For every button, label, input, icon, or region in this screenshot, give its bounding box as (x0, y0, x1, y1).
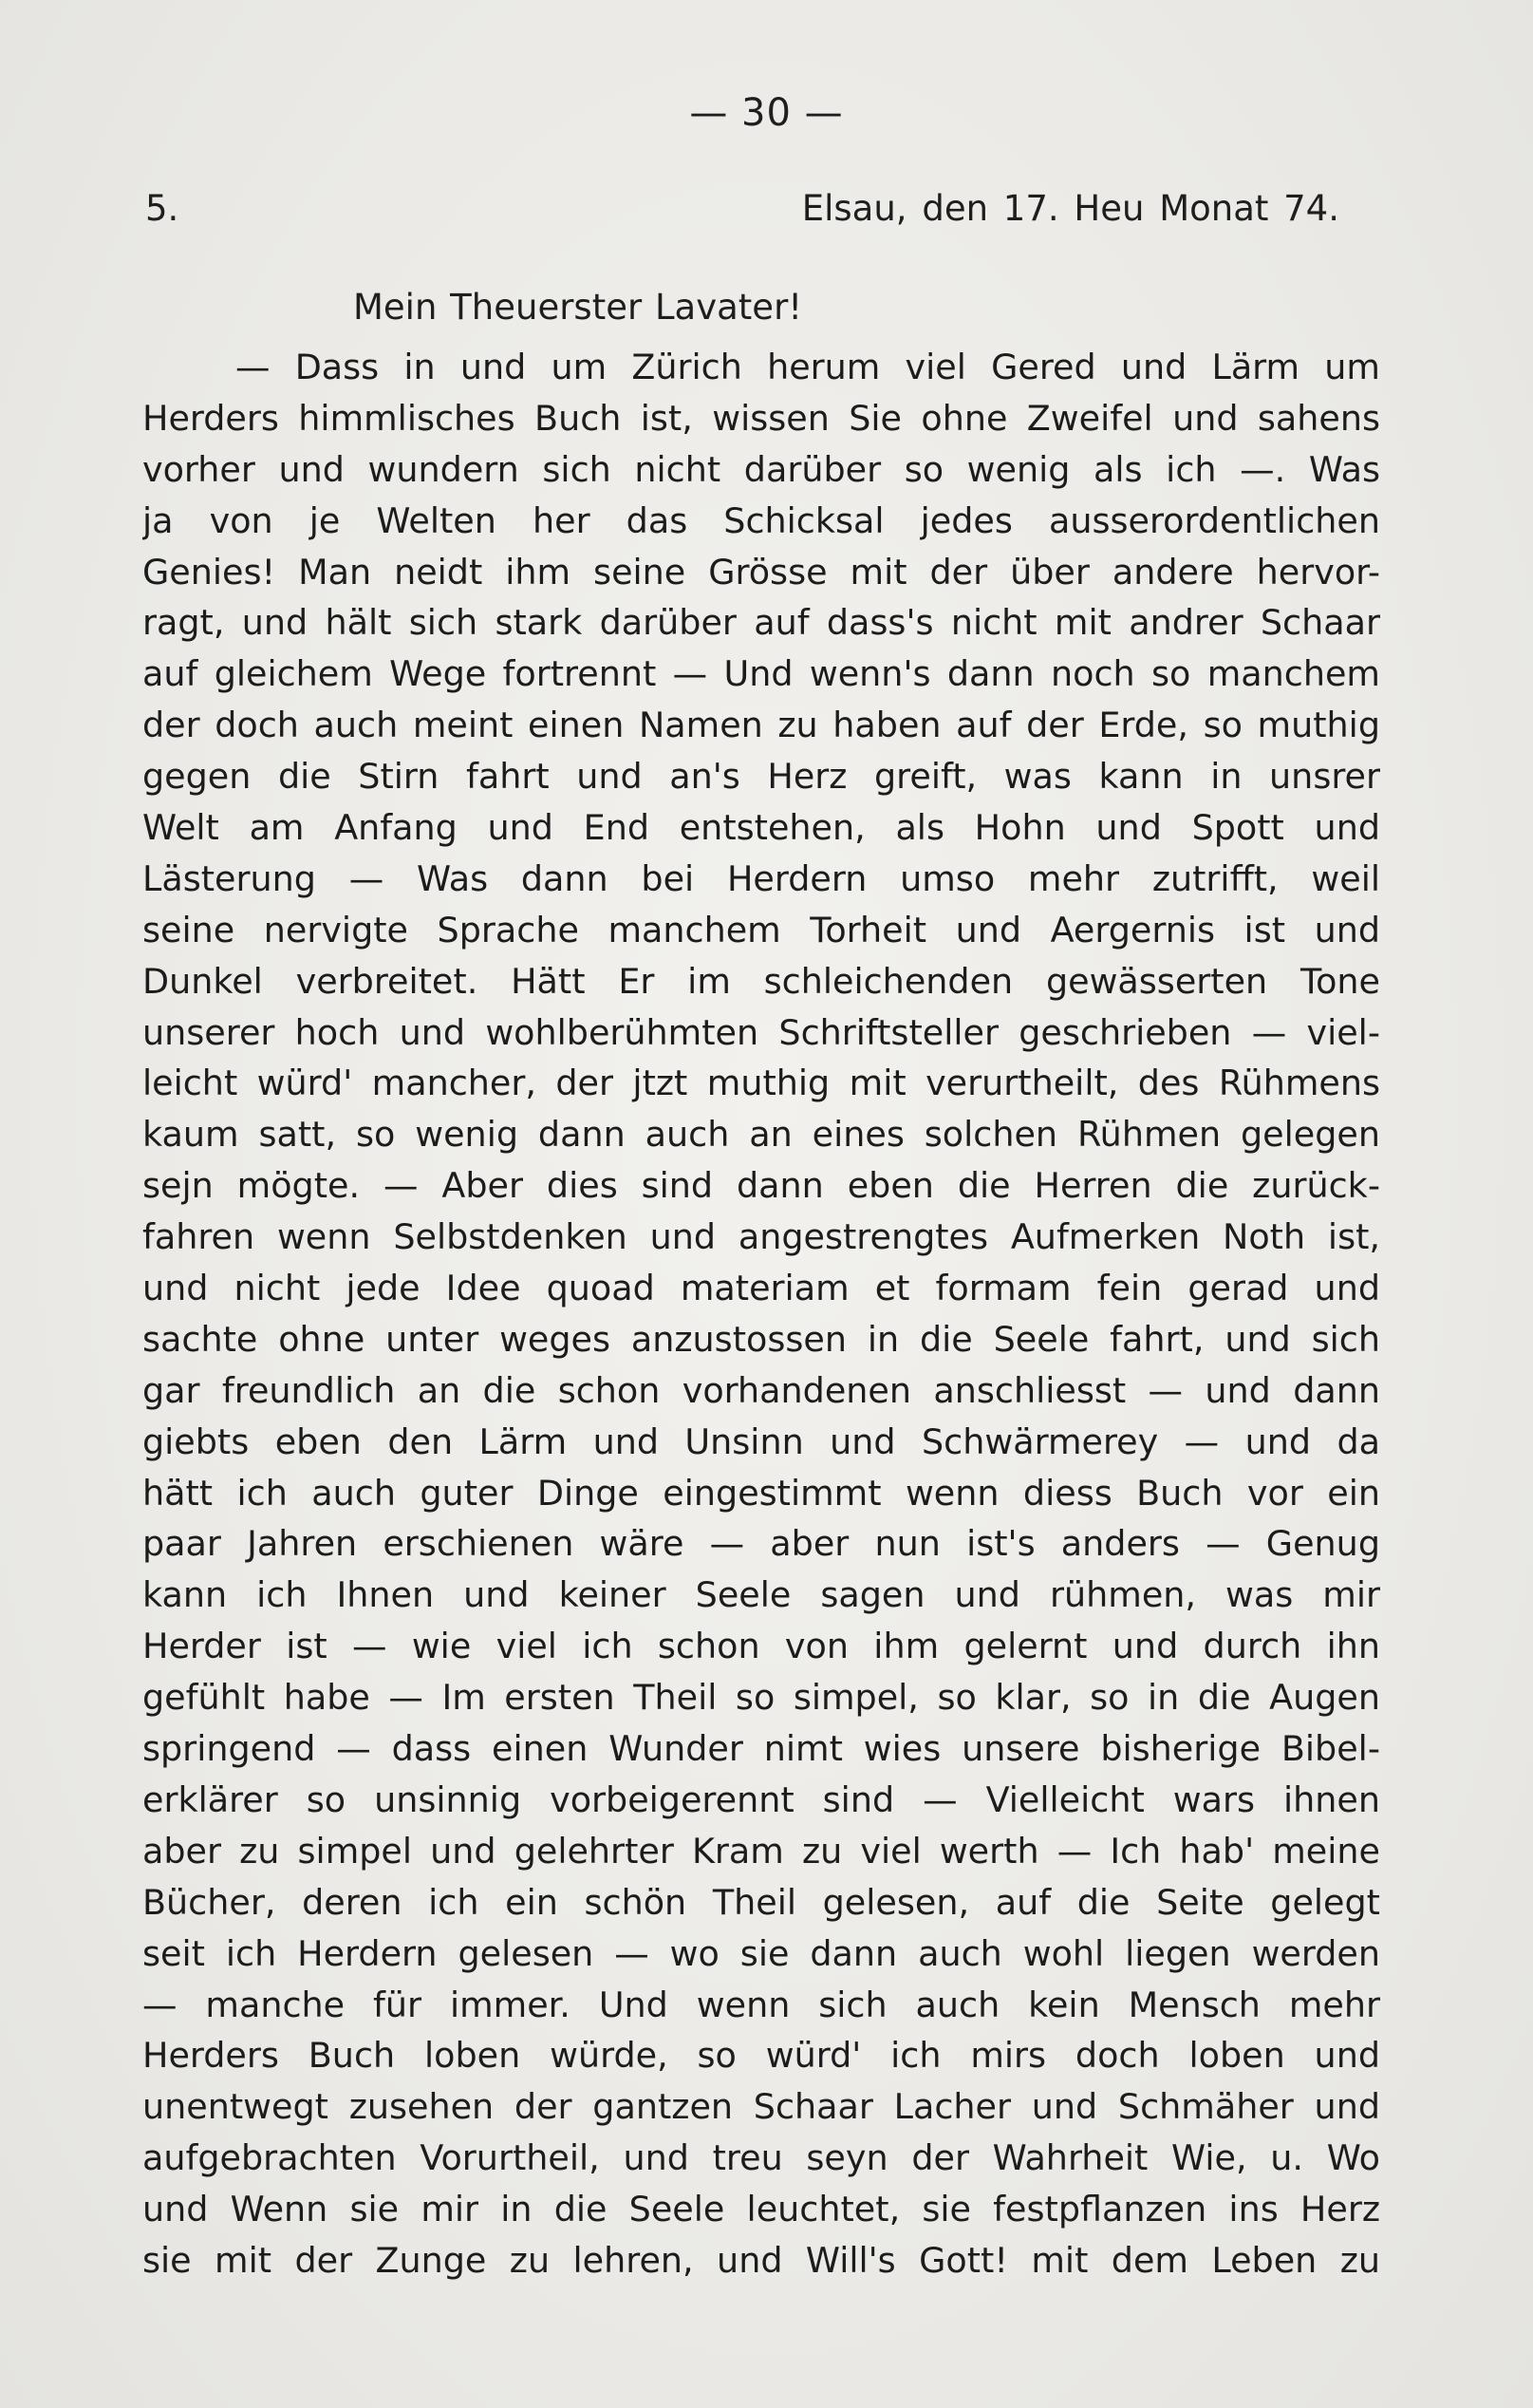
text-line: der doch auch meint einen Namen zu haben auf der Erde, so muthig (142, 705, 1380, 746)
text-line: und Wenn sie mir in die Seele leuchtet, sie festpflanzen ins Herz (142, 2189, 1380, 2230)
text-line: fahren wenn Selbstdenken und angestrengtes Aufmerken Noth ist, (142, 1216, 1380, 1258)
text-line: Dunkel verbreitet. Hätt Er im schleichenden gewässerten Tone (142, 960, 1380, 1002)
text-line: seit ich Herdern gelesen — wo sie dann auch wohl liegen werden (142, 1932, 1380, 1974)
text-line: gefühlt habe — Im ersten Theil so simpel, so klar, so in die Augen (142, 1677, 1380, 1719)
text-line: unserer hoch und wohlberühmten Schriftsteller geschrieben — viel- (142, 1011, 1380, 1053)
text-line: gar freundlich an die schon vorhandenen anschliesst — und dann (142, 1369, 1380, 1411)
text-line: leicht würd' mancher, der jtzt muthig mit verurtheilt, des Rühmens (142, 1063, 1380, 1104)
text-line: Lästerung — Was dann bei Herdern umso mehr zutrifft, weil (142, 857, 1380, 899)
text-line: — Dass in und um Zürich herum viel Gered und Lärm um (235, 347, 1380, 387)
text-line: ragt, und hält sich stark darüber auf dass's nicht mit andrer Schaar (142, 602, 1380, 644)
text-line: Herders Buch loben würde, so würd' ich mirs doch loben und (142, 2035, 1380, 2077)
text-line: gegen die Stirn fahrt und an's Herz greift, was kann in unsrer (142, 756, 1380, 798)
text-line: seine nervigte Sprache manchem Torheit und Aergernis ist und (142, 909, 1380, 950)
text-line: Genies! Man neidt ihm seine Grösse mit der über andere hervor- (142, 551, 1380, 593)
text-line: Welt am Anfang und End entstehen, als Hohn und Spott und (142, 807, 1380, 849)
text-line: unentwegt zusehen der gantzen Schaar Lacher und Schmäher und (142, 2086, 1380, 2128)
text-line: springend — dass einen Wunder nimt wies unsere bisherige Bibel- (142, 1728, 1380, 1770)
page-number: — 30 — (689, 91, 844, 135)
text-line: und nicht jede Idee quoad materiam et formam fein gerad und (142, 1268, 1380, 1309)
text-line: sachte ohne unter weges anzustossen in die Seele fahrt, und sich (142, 1318, 1380, 1360)
text-line: aber zu simpel und gelehrter Kram zu viel werth — Ich hab' meine (142, 1830, 1380, 1872)
letter-number: 5. (145, 188, 179, 229)
text-line: Bücher, deren ich ein schön Theil gelesen, auf die Seite gelegt (142, 1881, 1380, 1923)
text-line: hätt ich auch guter Dinge eingestimmt wenn diess Buch vor ein (142, 1472, 1380, 1514)
text-line: giebts eben den Lärm und Unsinn und Schwärmerey — und da (142, 1420, 1380, 1462)
text-line: aufgebrachten Vorurtheil, und treu seyn der Wahrheit Wie, u. Wo (142, 2137, 1380, 2179)
place-and-date: Elsau, den 17. Heu Monat 74. (801, 188, 1339, 229)
text-line: sie mit der Zunge zu lehren, und Will's Gott! mit dem Leben zu (142, 2239, 1380, 2281)
text-line: Herders himmlisches Buch ist, wissen Sie ohne Zweifel und sahens (142, 397, 1380, 439)
text-line: ja von je Welten her das Schicksal jedes ausserordentlichen (142, 499, 1380, 541)
text-line: — manche für immer. Und wenn sich auch kein Mensch mehr (142, 1984, 1380, 2025)
text-line: kaum satt, so wenig dann auch an eines solchen Rühmen gelegen (142, 1114, 1380, 1156)
text-line: erklärer so unsinnig vorbeigerennt sind — Vielleicht wars ihnen (142, 1778, 1380, 1820)
text-line: Herder ist — wie viel ich schon von ihm gelernt und durch ihn (142, 1626, 1380, 1667)
text-line: sejn mögte. — Aber dies sind dann eben die Herren die zurück- (142, 1165, 1380, 1207)
letter-header (145, 188, 1339, 241)
salutation: Mein Theuerster Lavater! (353, 287, 803, 328)
text-line: paar Jahren erschienen wäre — aber nun ist's anders — Genug (142, 1523, 1380, 1565)
letter-body (142, 342, 1380, 2286)
text-line: kann ich Ihnen und keiner Seele sagen und rühmen, was mir (142, 1574, 1380, 1616)
text-line: auf gleichem Wege fortrennt — Und wenn's dann noch so manchem (142, 653, 1380, 695)
text-line: vorher und wundern sich nicht darüber so wenig als ich —. Was (142, 448, 1380, 490)
